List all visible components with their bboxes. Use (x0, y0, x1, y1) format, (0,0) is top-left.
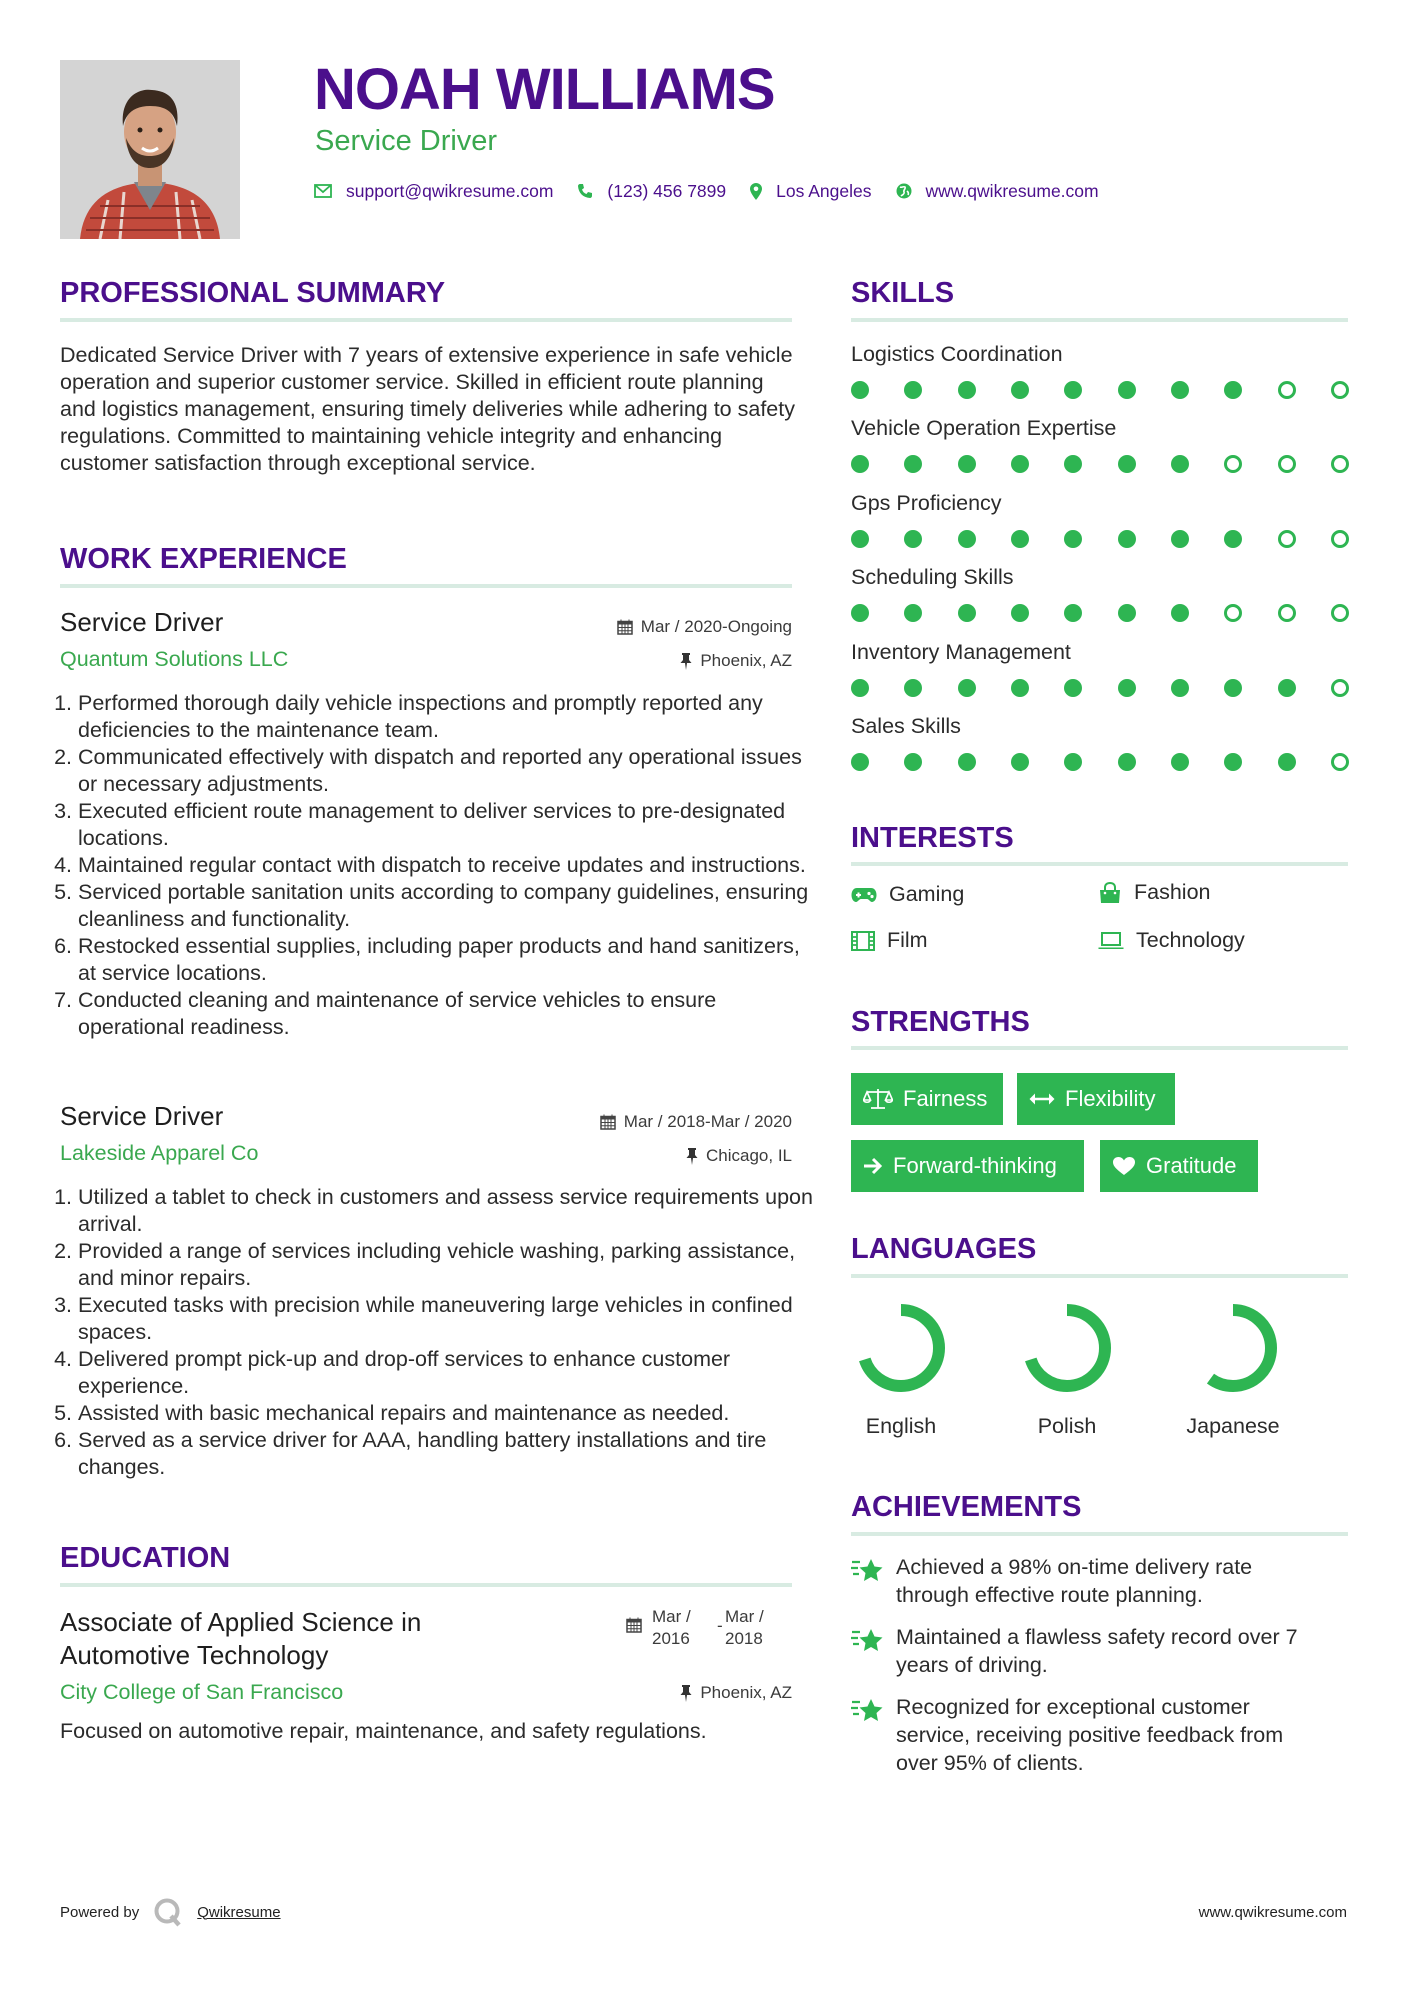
skill-dot-filled (904, 381, 922, 399)
star-burst-icon (851, 1696, 885, 1724)
language-japanese-label: Japanese (1186, 1414, 1280, 1438)
languages-divider (851, 1274, 1348, 1278)
skill-dot-filled (1118, 679, 1136, 697)
languages-heading: LANGUAGES (851, 1233, 1037, 1265)
achievement-3-line-2: service, receiving positive feedback from (896, 1723, 1284, 1747)
education-degree-line-2: Automotive Technology (60, 1640, 329, 1670)
list-item: 6. Restocked essential supplies, including paper products and hand sanitizers, at service locations. (78, 933, 818, 987)
calendar-icon (626, 1617, 642, 1633)
skill-dot-filled (958, 679, 976, 697)
skill-name: Sales Skills (851, 713, 961, 738)
skill-dot-filled (1278, 679, 1296, 697)
skill-dot-filled (1118, 604, 1136, 622)
skill-dot-empty (1224, 604, 1242, 622)
list-item: 4. Delivered prompt pick-up and drop-off services to enhance customer experience. (78, 1346, 818, 1400)
skill-dot-empty (1278, 381, 1296, 399)
education-degree (60, 1606, 620, 1672)
list-item: 2. Provided a range of services including vehicle washing, parking assistance, and minor repairs. (78, 1238, 818, 1292)
skill-dot-filled (1118, 455, 1136, 473)
job-1-location-text: Phoenix, AZ (700, 651, 792, 670)
education-location (680, 1682, 792, 1704)
strength-forward-thinking (851, 1140, 1084, 1192)
star-burst-icon (851, 1626, 885, 1654)
skill-dot-filled (1011, 604, 1029, 622)
footer-website-link[interactable]: www.qwikresume.com (1198, 1904, 1347, 1921)
shopping-bag-icon (1098, 882, 1122, 904)
education-date-dash: - (717, 1616, 723, 1635)
skill-dot-empty (1331, 530, 1349, 548)
skill-row (851, 638, 1351, 712)
job-2-location-text: Chicago, IL (706, 1146, 792, 1165)
achievement-3-text (896, 1693, 1283, 1777)
skill-dot-filled (1011, 381, 1029, 399)
strength-fairness (851, 1073, 1003, 1125)
pushpin-icon (680, 653, 692, 670)
skill-dot-filled (1011, 753, 1029, 771)
education-start (652, 1606, 691, 1650)
contact-email[interactable] (314, 181, 553, 202)
language-english-meter (855, 1302, 947, 1399)
skill-row (851, 414, 1351, 488)
calendar-icon (600, 1114, 616, 1130)
education-start-month: Mar / (652, 1607, 691, 1626)
skill-rating (851, 379, 1349, 401)
job-1-company: Quantum Solutions LLC (60, 647, 289, 671)
skills-heading: SKILLS (851, 277, 955, 309)
skill-dot-filled (851, 530, 869, 548)
skill-dot-filled (1224, 753, 1242, 771)
skill-dot-filled (1011, 679, 1029, 697)
experience-divider (60, 584, 792, 588)
job-2-location (686, 1145, 792, 1167)
globe-icon (896, 183, 912, 199)
language-polish-label: Polish (1037, 1414, 1097, 1438)
list-item: 7. Conducted cleaning and maintenance of service vehicles to ensure operational readiness. (78, 987, 818, 1041)
footer-brand-link[interactable]: Qwikresume (197, 1903, 281, 1921)
skill-name: Vehicle Operation Expertise (851, 416, 1117, 441)
skill-dot-filled (904, 604, 922, 622)
job-1-location (680, 650, 792, 672)
skills-divider (851, 318, 1348, 322)
achievement-1-line-2: through effective route planning. (896, 1583, 1203, 1607)
skill-dot-filled (1278, 753, 1296, 771)
balance-scale-icon (863, 1088, 893, 1110)
list-item: 5. Assisted with basic mechanical repairs and maintenance as needed. (78, 1400, 818, 1427)
job-1-dates (617, 616, 792, 638)
film-icon (851, 931, 875, 951)
achievement-3-line-3: over 95% of clients. (896, 1751, 1084, 1775)
achievement-3 (851, 1693, 1283, 1777)
interest-fashion (1098, 880, 1211, 905)
skill-dot-filled (1171, 381, 1189, 399)
job-1-dates-text: Mar / 2020-Ongoing (640, 617, 792, 636)
education-end-month: Mar / (725, 1607, 764, 1626)
skill-dot-filled (958, 455, 976, 473)
skill-dot-filled (1224, 381, 1242, 399)
interests-divider (851, 862, 1348, 866)
skill-rating (851, 751, 1349, 773)
language-english-label: English (865, 1414, 937, 1438)
profile-photo (60, 60, 240, 239)
strength-forward-thinking-label: Forward-thinking (893, 1153, 1057, 1178)
achievement-3-line-1: Recognized for exceptional customer (896, 1695, 1250, 1719)
education-start-year: 2016 (652, 1629, 690, 1648)
list-item: 5. Serviced portable sanitation units according to company guidelines, ensuring cleanliness and functionality. (78, 879, 818, 933)
achievement-2-text (896, 1623, 1298, 1679)
skill-rating (851, 602, 1349, 624)
skill-rating (851, 677, 1349, 699)
language-polish-meter (1021, 1302, 1113, 1399)
skill-dot-filled (1118, 753, 1136, 771)
footer-powered-by (60, 1897, 281, 1927)
skill-dot-filled (851, 455, 869, 473)
contact-location (750, 181, 871, 202)
skill-dot-empty (1331, 753, 1349, 771)
skill-dot-empty (1278, 530, 1296, 548)
language-english-ring (855, 1302, 947, 1394)
contact-phone-text: (123) 456 7899 (607, 180, 727, 201)
language-japanese-ring (1187, 1302, 1279, 1394)
list-item: 3. Executed efficient route management to deliver services to pre-designated locations. (78, 798, 818, 852)
pushpin-icon (680, 1685, 692, 1702)
contact-website-text: www.qwikresume.com (925, 180, 1099, 201)
education-school: City College of San Francisco (60, 1680, 344, 1704)
list-item: 1. Performed thorough daily vehicle inspections and promptly reported any deficiencies to the maintenance team. (78, 690, 818, 744)
strength-gratitude (1100, 1140, 1258, 1192)
skill-row (851, 563, 1351, 637)
strength-flexibility-label: Flexibility (1065, 1086, 1156, 1111)
skill-row (851, 489, 1351, 563)
footer-powered-by-text: Powered by (60, 1903, 140, 1921)
education-dates-icon-wrap (626, 1617, 642, 1638)
job-2-title: Service Driver (60, 1101, 224, 1131)
list-item: 3. Executed tasks with precision while maneuvering large vehicles in confined spaces. (78, 1292, 818, 1346)
contact-phone[interactable] (577, 181, 726, 202)
candidate-name: NOAH WILLIAMS (314, 57, 775, 122)
envelope-icon (314, 184, 332, 198)
strength-flexibility (1017, 1073, 1175, 1125)
list-item: 6. Served as a service driver for AAA, handling battery installations and tire changes. (78, 1427, 818, 1481)
arrow-right-icon (863, 1157, 883, 1175)
skill-dot-filled (1171, 455, 1189, 473)
job-1-bullets (60, 690, 818, 1041)
laptop-icon (1098, 932, 1124, 950)
candidate-title: Service Driver (315, 125, 498, 157)
skill-dot-filled (851, 753, 869, 771)
skill-dot-filled (958, 753, 976, 771)
skill-dot-filled (851, 604, 869, 622)
skill-dot-empty (1331, 679, 1349, 697)
achievements-divider (851, 1532, 1348, 1536)
skill-dot-filled (1171, 679, 1189, 697)
gamepad-icon (851, 887, 877, 903)
language-polish-ring (1021, 1302, 1113, 1394)
job-2-dates (600, 1111, 792, 1133)
skill-dot-empty (1278, 604, 1296, 622)
skill-dot-filled (958, 604, 976, 622)
skill-dot-filled (1064, 679, 1082, 697)
calendar-icon (617, 619, 633, 635)
skill-dot-filled (1224, 530, 1242, 548)
strength-fairness-label: Fairness (903, 1086, 988, 1111)
skill-name: Inventory Management (851, 639, 1071, 664)
strengths-divider (851, 1046, 1348, 1050)
achievements-heading: ACHIEVEMENTS (851, 1491, 1082, 1523)
achievement-1-line-1: Achieved a 98% on-time delivery rate (896, 1555, 1253, 1579)
interest-gaming (851, 882, 964, 907)
skill-dot-filled (851, 381, 869, 399)
phone-icon (577, 183, 593, 199)
skill-dot-filled (1064, 530, 1082, 548)
contact-bar (314, 176, 1123, 206)
skill-dot-filled (1011, 455, 1029, 473)
star-burst-icon (851, 1556, 885, 1584)
skill-rating (851, 528, 1349, 550)
job-2-company: Lakeside Apparel Co (60, 1141, 259, 1165)
language-japanese-meter (1187, 1302, 1279, 1399)
interest-fashion-label: Fashion (1134, 880, 1211, 904)
skill-dot-filled (1011, 530, 1029, 548)
contact-website[interactable] (896, 181, 1099, 202)
education-end-year: 2018 (725, 1629, 763, 1648)
strength-gratitude-label: Gratitude (1146, 1153, 1237, 1178)
skill-dot-filled (1118, 381, 1136, 399)
list-item: 2. Communicated effectively with dispatch and reported any operational issues or necessary adjustments. (78, 744, 818, 798)
education-degree-line-1: Associate of Applied Science in (60, 1607, 422, 1637)
education-location-text: Phoenix, AZ (700, 1683, 792, 1702)
job-2-dates-text: Mar / 2018-Mar / 2020 (623, 1112, 792, 1131)
achievement-1-text (896, 1553, 1252, 1609)
skills-list (851, 340, 1351, 786)
skill-dot-filled (1064, 455, 1082, 473)
skill-dot-empty (1278, 455, 1296, 473)
list-item: 1. Utilized a tablet to check in customers and assess service requirements upon arrival. (78, 1184, 818, 1238)
education-end (725, 1606, 764, 1650)
heart-icon (1112, 1156, 1136, 1176)
skill-dot-filled (1171, 604, 1189, 622)
skill-rating (851, 453, 1349, 475)
strengths-heading: STRENGTHS (851, 1006, 1030, 1038)
skill-dot-filled (851, 679, 869, 697)
qwikresume-logo-icon (153, 1897, 183, 1927)
skill-dot-filled (904, 753, 922, 771)
achievement-2-line-1: Maintained a flawless safety record over 7 (896, 1625, 1298, 1649)
summary-divider (60, 318, 792, 322)
skill-row (851, 712, 1351, 786)
contact-location-text: Los Angeles (776, 180, 872, 201)
skill-dot-empty (1331, 604, 1349, 622)
skill-name: Logistics Coordination (851, 342, 1063, 366)
summary-heading: PROFESSIONAL SUMMARY (60, 277, 446, 309)
list-item: 4. Maintained regular contact with dispatch to receive updates and instructions. (78, 852, 818, 879)
skill-name: Gps Proficiency (851, 490, 1002, 515)
interest-film-label: Film (887, 928, 928, 952)
skill-dot-filled (904, 530, 922, 548)
skill-dot-filled (958, 530, 976, 548)
skill-dot-filled (1064, 604, 1082, 622)
skill-dot-filled (1064, 381, 1082, 399)
summary-text: Dedicated Service Driver with 7 years of extensive experience in safe vehicle operation and superior customer service. Skilled in efficient route planning and logistics management, ensuring timely deliveries while adhering to safety regulations. Committed to maintaining vehicle integrity and enhancing customer satisfaction through exceptional service. (60, 343, 795, 475)
skill-row (851, 340, 1351, 414)
interest-film (851, 928, 928, 953)
contact-email-text: support@qwikresume.com (346, 180, 554, 201)
person-avatar-icon (60, 60, 240, 239)
education-heading: EDUCATION (60, 1542, 231, 1574)
interest-gaming-label: Gaming (889, 882, 965, 906)
skill-dot-filled (1171, 753, 1189, 771)
skill-dot-filled (958, 381, 976, 399)
interest-technology (1098, 928, 1245, 953)
job-2-bullets (60, 1184, 818, 1481)
experience-heading: WORK EXPERIENCE (60, 543, 347, 575)
achievement-2-line-2: years of driving. (896, 1653, 1048, 1677)
skill-dot-filled (1224, 679, 1242, 697)
skill-dot-filled (1064, 753, 1082, 771)
map-pin-icon (750, 183, 762, 200)
skill-dot-filled (904, 679, 922, 697)
education-description: Focused on automotive repair, maintenance, and safety regulations. (60, 1719, 707, 1743)
skill-dot-filled (1118, 530, 1136, 548)
job-1-title: Service Driver (60, 607, 224, 637)
skill-name: Scheduling Skills (851, 565, 1014, 590)
skill-dot-empty (1224, 455, 1242, 473)
education-divider (60, 1583, 792, 1587)
skill-dot-empty (1331, 455, 1349, 473)
skill-dot-empty (1331, 381, 1349, 399)
pushpin-icon (686, 1148, 698, 1165)
interests-heading: INTERESTS (851, 822, 1014, 854)
interest-technology-label: Technology (1136, 928, 1245, 952)
achievement-2 (851, 1623, 1298, 1679)
achievement-1 (851, 1553, 1252, 1609)
arrows-horizontal-icon (1029, 1092, 1055, 1106)
skill-dot-filled (1171, 530, 1189, 548)
skill-dot-filled (904, 455, 922, 473)
